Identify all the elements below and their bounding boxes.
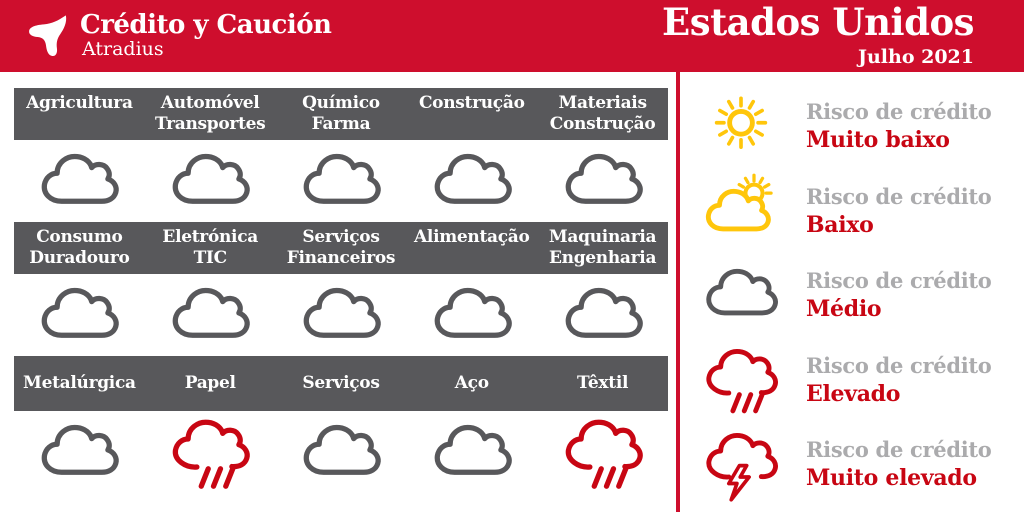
brand-logo (26, 11, 331, 61)
main-area (0, 72, 1024, 512)
sun-cloud-icon (702, 172, 780, 250)
cloud-icon (37, 140, 121, 224)
risk-cell (406, 411, 537, 495)
brand-text (80, 9, 332, 61)
risk-cell (276, 140, 407, 224)
cloud-icon (430, 411, 514, 495)
sector-label-servicos-financeiros: Serviços Financeiros (286, 227, 396, 268)
atradius-bird-icon (26, 11, 70, 61)
cloud-icon (37, 274, 121, 358)
brand-title: Crédito y Caución (80, 9, 332, 40)
sector-label-alimentacao: Alimentação (414, 227, 530, 247)
cloud-icon (168, 274, 252, 358)
sector-icons-row-2 (14, 274, 668, 356)
sector-label-construcao: Construção (418, 93, 525, 113)
legend-title: Risco de crédito (806, 352, 992, 378)
report-date: Julho 2021 (857, 46, 974, 68)
sector-label-metalurgica: Metalúrgica (23, 373, 136, 393)
top-banner (0, 0, 1024, 72)
legend-item-muito-elevado (696, 424, 1024, 504)
cloud-icon (299, 274, 383, 358)
sector-label-quimico-farma: Químico Farma (302, 93, 380, 134)
sector-label-textil: Têxtil (577, 373, 629, 393)
risk-cell (537, 411, 668, 495)
cloud-icon (299, 140, 383, 224)
sun-icon (702, 87, 780, 165)
risk-legend (680, 72, 1024, 512)
sector-label-consumo-duradouro: Consumo Duradouro (29, 227, 130, 268)
sector-label-agricultura: Agricultura (26, 93, 133, 113)
sector-icons-row-3 (14, 411, 668, 512)
sector-label-papel: Papel (184, 373, 236, 393)
sector-label-materiais-construcao: Materiais Construção (549, 93, 656, 134)
legend-title: Risco de crédito (806, 437, 992, 462)
risk-cell (537, 140, 668, 224)
risk-cell (276, 274, 407, 358)
legend-item-elevado (696, 340, 1024, 420)
cloud-icon (561, 140, 645, 224)
rain-cloud-icon (702, 341, 780, 419)
risk-cell (145, 274, 276, 358)
sector-icons-row-1 (14, 140, 668, 222)
legend-title: Risco de crédito (806, 183, 992, 209)
risk-cell (145, 140, 276, 224)
brand-subtitle: Atradius (82, 38, 164, 61)
legend-level: Baixo (806, 211, 874, 238)
risk-cell (14, 140, 145, 224)
cloud-icon (299, 411, 383, 495)
cloud-icon (702, 256, 780, 334)
legend-title: Risco de crédito (806, 268, 992, 293)
sector-label-eletronica-tic: Eletrónica TIC (162, 227, 258, 268)
risk-cell (276, 411, 407, 495)
sector-header-row-2 (14, 222, 668, 274)
rain-cloud-icon (168, 411, 252, 495)
risk-cell (537, 274, 668, 358)
risk-cell (145, 411, 276, 495)
legend-level: Muito elevado (806, 465, 977, 491)
cloud-icon (37, 411, 121, 495)
risk-cell (406, 274, 537, 358)
report-heading (662, 0, 974, 68)
sector-grid (0, 72, 676, 512)
storm-cloud-icon (702, 425, 780, 503)
sector-label-aco: Aço (454, 373, 489, 393)
cloud-icon (561, 274, 645, 358)
sector-header-row-3 (14, 356, 668, 411)
sector-label-automovel-transportes: Automóvel Transportes (154, 93, 266, 134)
legend-item-muito-baixo (696, 86, 1024, 166)
cloud-icon (168, 140, 252, 224)
legend-level: Elevado (806, 380, 901, 407)
rain-cloud-icon (561, 411, 645, 495)
risk-cell (14, 274, 145, 358)
sector-label-maquinaria-engenharia: Maquinaria Engenharia (548, 227, 657, 268)
sector-label-servicos: Serviços (302, 373, 380, 393)
cloud-icon (430, 140, 514, 224)
sector-header-row-1 (14, 88, 668, 140)
cloud-icon (430, 274, 514, 358)
risk-cell (406, 140, 537, 224)
country-title: Estados Unidos (662, 0, 974, 44)
legend-level: Muito baixo (806, 127, 950, 153)
legend-item-baixo (696, 171, 1024, 251)
legend-item-medio (696, 255, 1024, 335)
risk-cell (14, 411, 145, 495)
legend-title: Risco de crédito (806, 99, 992, 124)
legend-level: Médio (806, 296, 882, 322)
